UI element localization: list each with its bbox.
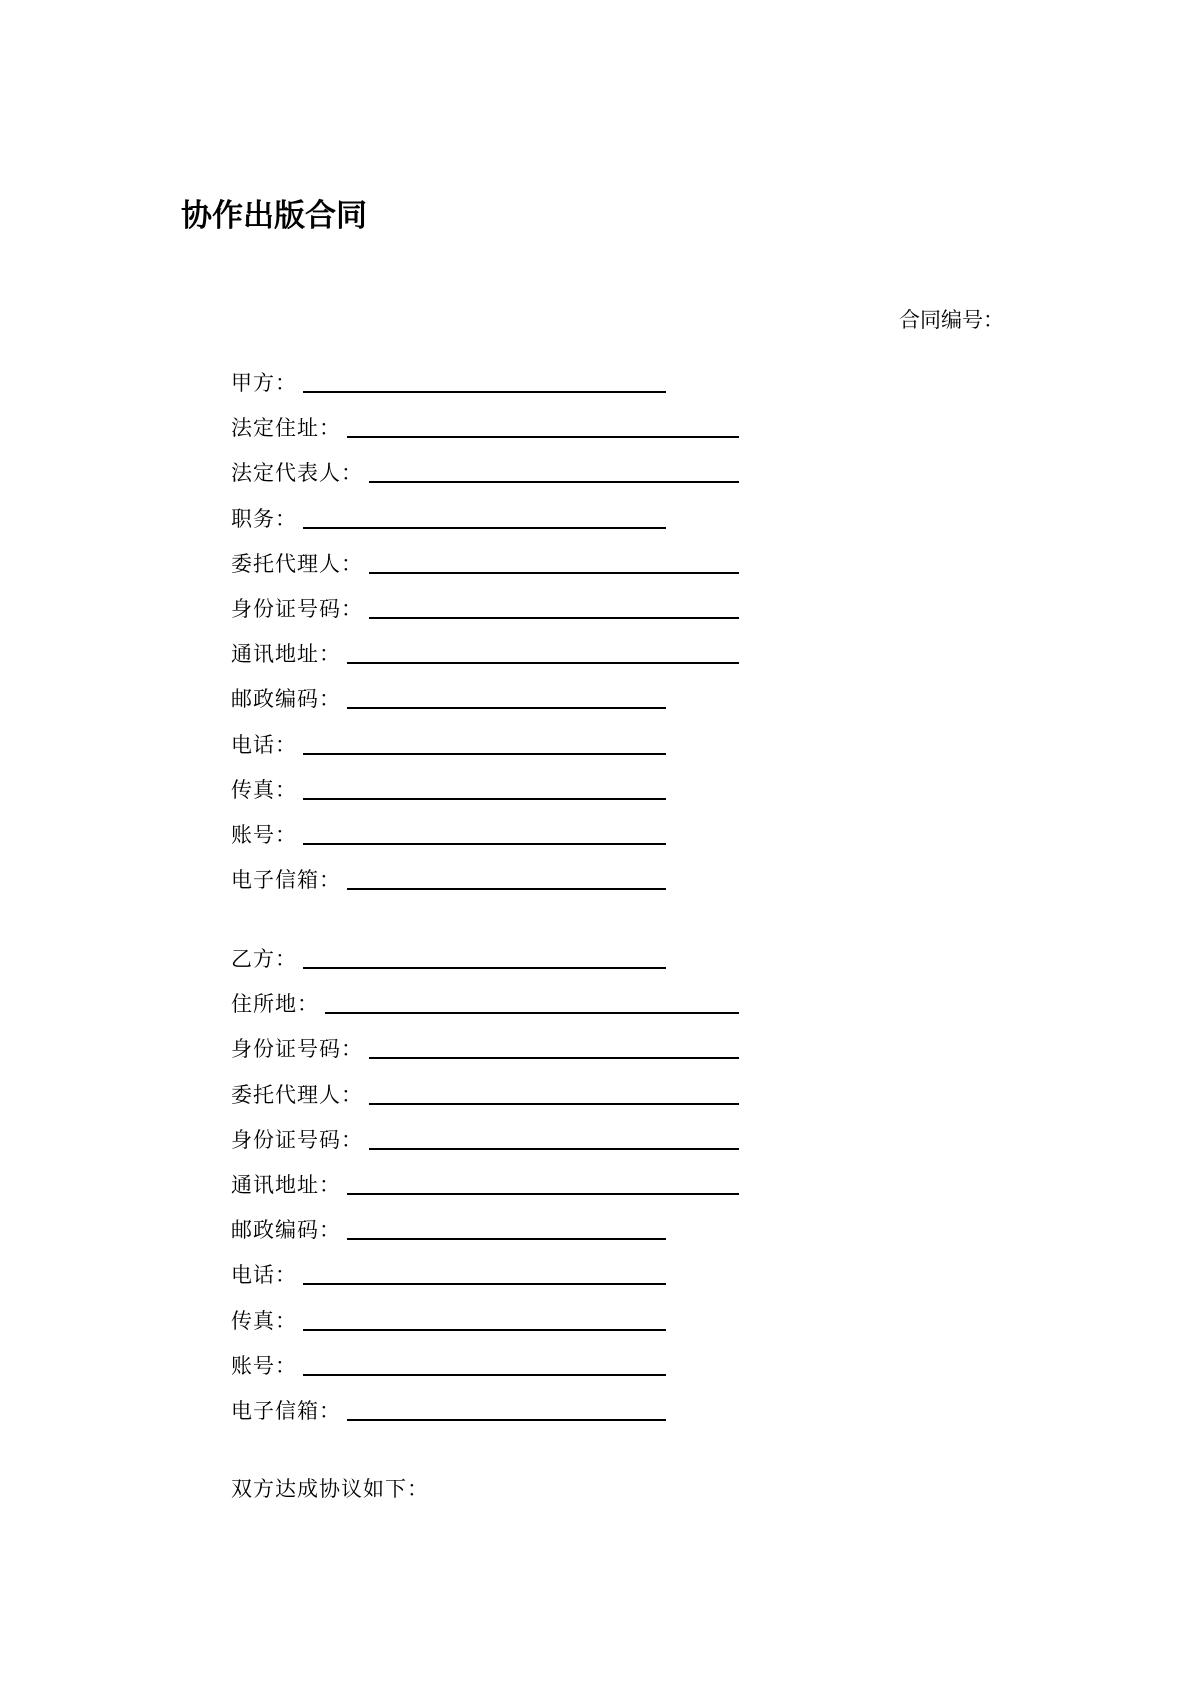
field-label: 账号： [231, 1353, 297, 1378]
party-b-field-row [231, 1396, 666, 1426]
party-a-field-row [231, 775, 666, 805]
party-a-field-row [231, 458, 739, 488]
fill-in-blank-line[interactable] [303, 798, 666, 800]
party-b-field-row [231, 1080, 739, 1110]
party-a-field-row [231, 368, 666, 398]
field-label: 账号： [231, 823, 297, 847]
field-label: 电子信箱： [231, 1399, 341, 1423]
fill-in-blank-line[interactable] [303, 753, 666, 755]
party-a-field-row [231, 413, 739, 443]
field-label: 委托代理人： [231, 1082, 363, 1107]
field-label: 传真： [231, 1308, 297, 1333]
field-label: 电话： [231, 732, 297, 757]
party-b-field-row [231, 1260, 666, 1290]
fill-in-blank-line[interactable] [369, 1148, 739, 1150]
fill-in-blank-line[interactable] [303, 1329, 666, 1331]
closing-text: 双方达成协议如下： [231, 1477, 429, 1501]
contract-number-label: 合同编号： [899, 308, 1004, 332]
fill-in-blank-line[interactable] [303, 843, 666, 845]
fill-in-blank-line[interactable] [369, 617, 739, 619]
fill-in-blank-line[interactable] [303, 527, 666, 529]
field-label: 通讯地址： [231, 642, 341, 667]
party-a-field-row [231, 730, 666, 760]
party-b-field-row [231, 1034, 739, 1064]
fill-in-blank-line[interactable] [347, 1419, 666, 1421]
party-b-field-row [231, 944, 666, 974]
party-a-field-row [231, 865, 666, 895]
fill-in-blank-line[interactable] [303, 967, 666, 969]
fill-in-blank-line[interactable] [347, 888, 666, 890]
fill-in-blank-line[interactable] [347, 707, 666, 709]
field-label: 职务： [231, 506, 297, 531]
party-a-field-row [231, 684, 666, 714]
party-a-field-row [231, 639, 739, 669]
field-label: 乙方： [231, 947, 297, 971]
fill-in-blank-line[interactable] [369, 572, 739, 574]
fill-in-blank-line[interactable] [325, 1012, 739, 1014]
field-label: 传真： [231, 777, 297, 802]
party-a-field-row [231, 504, 666, 534]
fill-in-blank-line[interactable] [369, 481, 739, 483]
fill-in-blank-line[interactable] [369, 1057, 739, 1059]
party-a-field-row [231, 820, 666, 850]
fill-in-blank-line[interactable] [347, 1193, 739, 1195]
field-label: 身份证号码： [231, 597, 363, 621]
party-b-field-row [231, 1215, 666, 1245]
field-label: 委托代理人： [231, 551, 363, 576]
fill-in-blank-line[interactable] [303, 391, 666, 393]
party-b-field-row [231, 989, 739, 1019]
field-label: 身份证号码： [231, 1127, 363, 1152]
field-label: 甲方： [231, 371, 297, 395]
field-label: 电子信箱： [231, 868, 341, 893]
party-b-field-row [231, 1125, 739, 1155]
party-b-field-row [231, 1306, 666, 1336]
party-a-field-row [231, 594, 739, 624]
fill-in-blank-line[interactable] [303, 1283, 666, 1285]
field-label: 住所地： [231, 992, 319, 1017]
fill-in-blank-line[interactable] [369, 1103, 739, 1105]
field-label: 邮政编码： [231, 687, 341, 712]
field-label: 法定住址： [231, 416, 341, 441]
field-label: 身份证号码： [231, 1037, 363, 1062]
fill-in-blank-line[interactable] [347, 1238, 666, 1240]
field-label: 电话： [231, 1263, 297, 1288]
fill-in-blank-line[interactable] [303, 1374, 666, 1376]
field-label: 法定代表人： [231, 461, 363, 486]
field-label: 邮政编码： [231, 1218, 341, 1243]
fill-in-blank-line[interactable] [347, 662, 739, 664]
fill-in-blank-line[interactable] [347, 436, 739, 438]
party-b-field-row [231, 1351, 666, 1381]
party-b-field-row [231, 1170, 739, 1200]
document-title: 协作出版合同 [181, 198, 367, 234]
field-label: 通讯地址： [231, 1173, 341, 1197]
party-a-field-row [231, 549, 739, 579]
